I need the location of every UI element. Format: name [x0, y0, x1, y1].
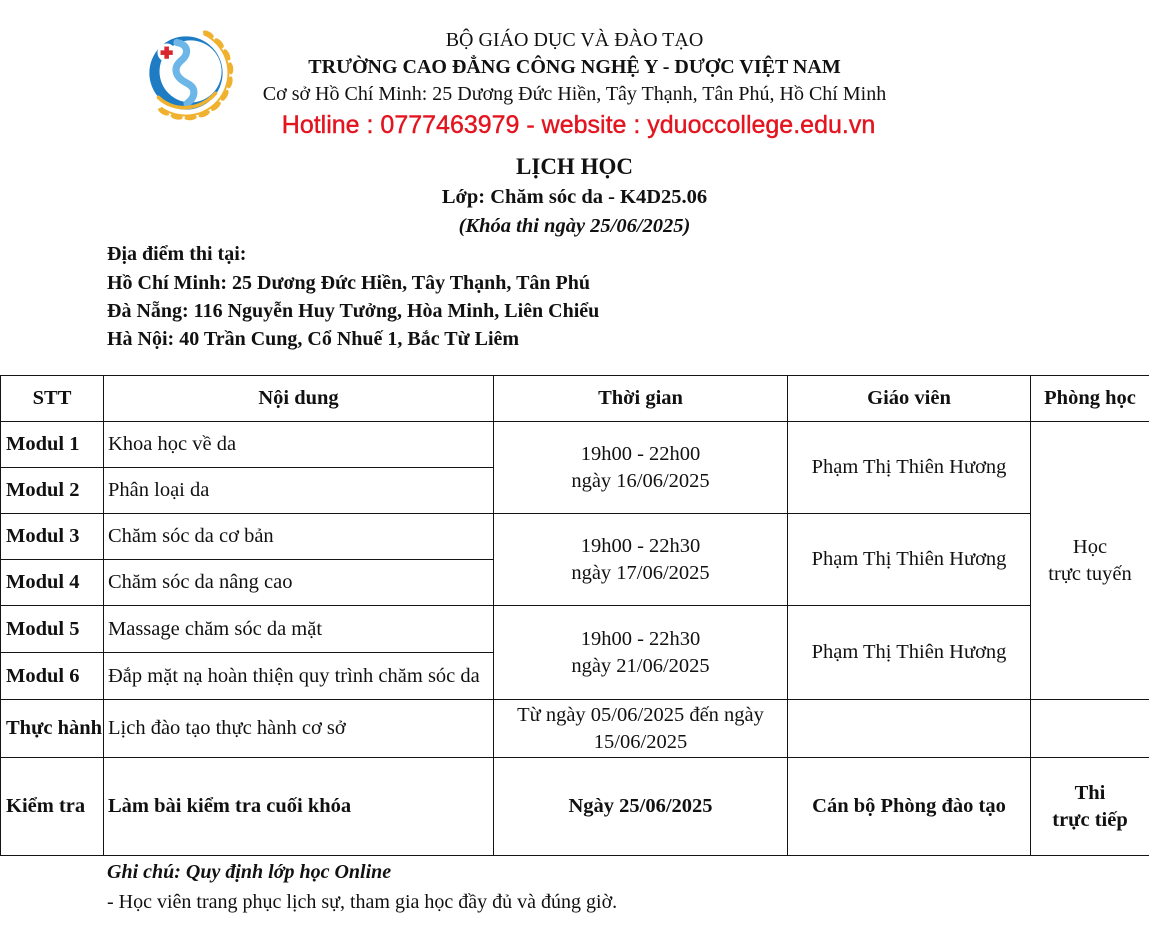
- table-row: [1, 606, 1149, 653]
- module-label: Modul 6: [1, 653, 104, 700]
- exam-teacher: Cán bộ Phòng đào tạo: [788, 758, 1031, 856]
- session-time: 19h00 - 22h30: [580, 627, 701, 650]
- table-header-row: [1, 376, 1149, 422]
- module-label: Modul 2: [1, 468, 104, 514]
- empty-cell: [788, 700, 1031, 758]
- teacher-name: Phạm Thị Thiên Hương: [788, 422, 1031, 514]
- module-content: Massage chăm sóc da mặt: [104, 606, 494, 653]
- exam-content: Làm bài kiểm tra cuối khóa: [104, 758, 494, 856]
- session-time-cell: [494, 514, 788, 606]
- exam-row: [1, 758, 1149, 856]
- column-header-teacher: Giáo viên: [788, 376, 1031, 422]
- schedule-table: [0, 375, 1149, 856]
- table-row: [1, 514, 1149, 560]
- module-content: Khoa học về da: [104, 422, 494, 468]
- module-content: Chăm sóc da cơ bản: [104, 514, 494, 560]
- class-name: Lớp: Chăm sóc da - K4D25.06: [441, 186, 708, 208]
- practice-row: [1, 700, 1149, 758]
- module-content: Đắp mặt nạ hoàn thiện quy trình chăm sóc da: [104, 653, 494, 700]
- location-item: Hà Nội: 40 Trần Cung, Cổ Nhuế 1, Bắc Từ Liêm: [107, 328, 520, 350]
- module-label: Modul 3: [1, 514, 104, 560]
- session-date: ngày 16/06/2025: [571, 469, 710, 492]
- session-time: 19h00 - 22h00: [580, 442, 701, 465]
- campus-address: Cơ sở Hồ Chí Minh: 25 Dương Đức Hiền, Tây Thạnh, Tân Phú, Hồ Chí Minh: [262, 83, 887, 105]
- location-item: Hồ Chí Minh: 25 Dương Đức Hiền, Tây Thạnh, Tân Phú: [107, 272, 590, 294]
- ministry-name: BỘ GIÁO DỤC VÀ ĐÀO TẠO: [445, 29, 704, 51]
- exam-date-cell: Ngày 25/06/2025: [494, 758, 788, 856]
- column-header-stt: STT: [1, 376, 104, 422]
- hotline-text: Hotline : 0777463979 - website : yduoccollege.edu.vn: [281, 111, 876, 139]
- session-date: ngày 17/06/2025: [571, 561, 710, 584]
- page-title: LỊCH HỌC: [516, 154, 633, 179]
- module-content: Phân loại da: [104, 468, 494, 514]
- practice-time: Từ ngày 05/06/2025 đến ngày 15/06/2025: [494, 700, 788, 758]
- teacher-name: Phạm Thị Thiên Hương: [788, 606, 1031, 700]
- exam-label: Kiểm tra: [1, 758, 104, 856]
- column-header-room: Phòng học: [1031, 376, 1149, 422]
- session-time: 19h00 - 22h30: [580, 534, 701, 557]
- module-label: Modul 1: [1, 422, 104, 468]
- table-row: [1, 422, 1149, 468]
- room-label: trực tuyến: [1048, 562, 1132, 585]
- practice-content: Lịch đào tạo thực hành cơ sở: [104, 700, 494, 758]
- exam-room-label: Thi: [1074, 781, 1106, 804]
- session-time-cell: [494, 606, 788, 700]
- notes-heading: Ghi chú: Quy định lớp học Online: [107, 861, 392, 883]
- exam-room-label: trực tiếp: [1052, 808, 1128, 831]
- note-item: - Học viên trang phục lịch sự, tham gia học đầy đủ và đúng giờ.: [107, 891, 618, 913]
- teacher-name: Phạm Thị Thiên Hương: [788, 514, 1031, 606]
- session-date: ngày 21/06/2025: [571, 654, 710, 677]
- room-label: Học: [1072, 535, 1108, 558]
- exam-room-cell: [1031, 758, 1149, 856]
- locations-heading: Địa điểm thi tại:: [107, 243, 247, 265]
- module-label: Modul 5: [1, 606, 104, 653]
- module-content: Chăm sóc da nâng cao: [104, 560, 494, 606]
- room-cell: [1031, 422, 1149, 700]
- module-label: Modul 4: [1, 560, 104, 606]
- column-header-time: Thời gian: [494, 376, 788, 422]
- column-header-content: Nội dung: [104, 376, 494, 422]
- practice-label: Thực hành: [1, 700, 104, 758]
- exam-date: (Khóa thi ngày 25/06/2025): [458, 215, 691, 237]
- empty-cell: [1031, 700, 1149, 758]
- location-item: Đà Nẵng: 116 Nguyễn Huy Tưởng, Hòa Minh, Liên Chiểu: [107, 300, 600, 322]
- school-name: TRƯỜNG CAO ĐẲNG CÔNG NGHỆ Y - DƯỢC VIỆT NAM: [308, 56, 841, 78]
- session-time-cell: [494, 422, 788, 514]
